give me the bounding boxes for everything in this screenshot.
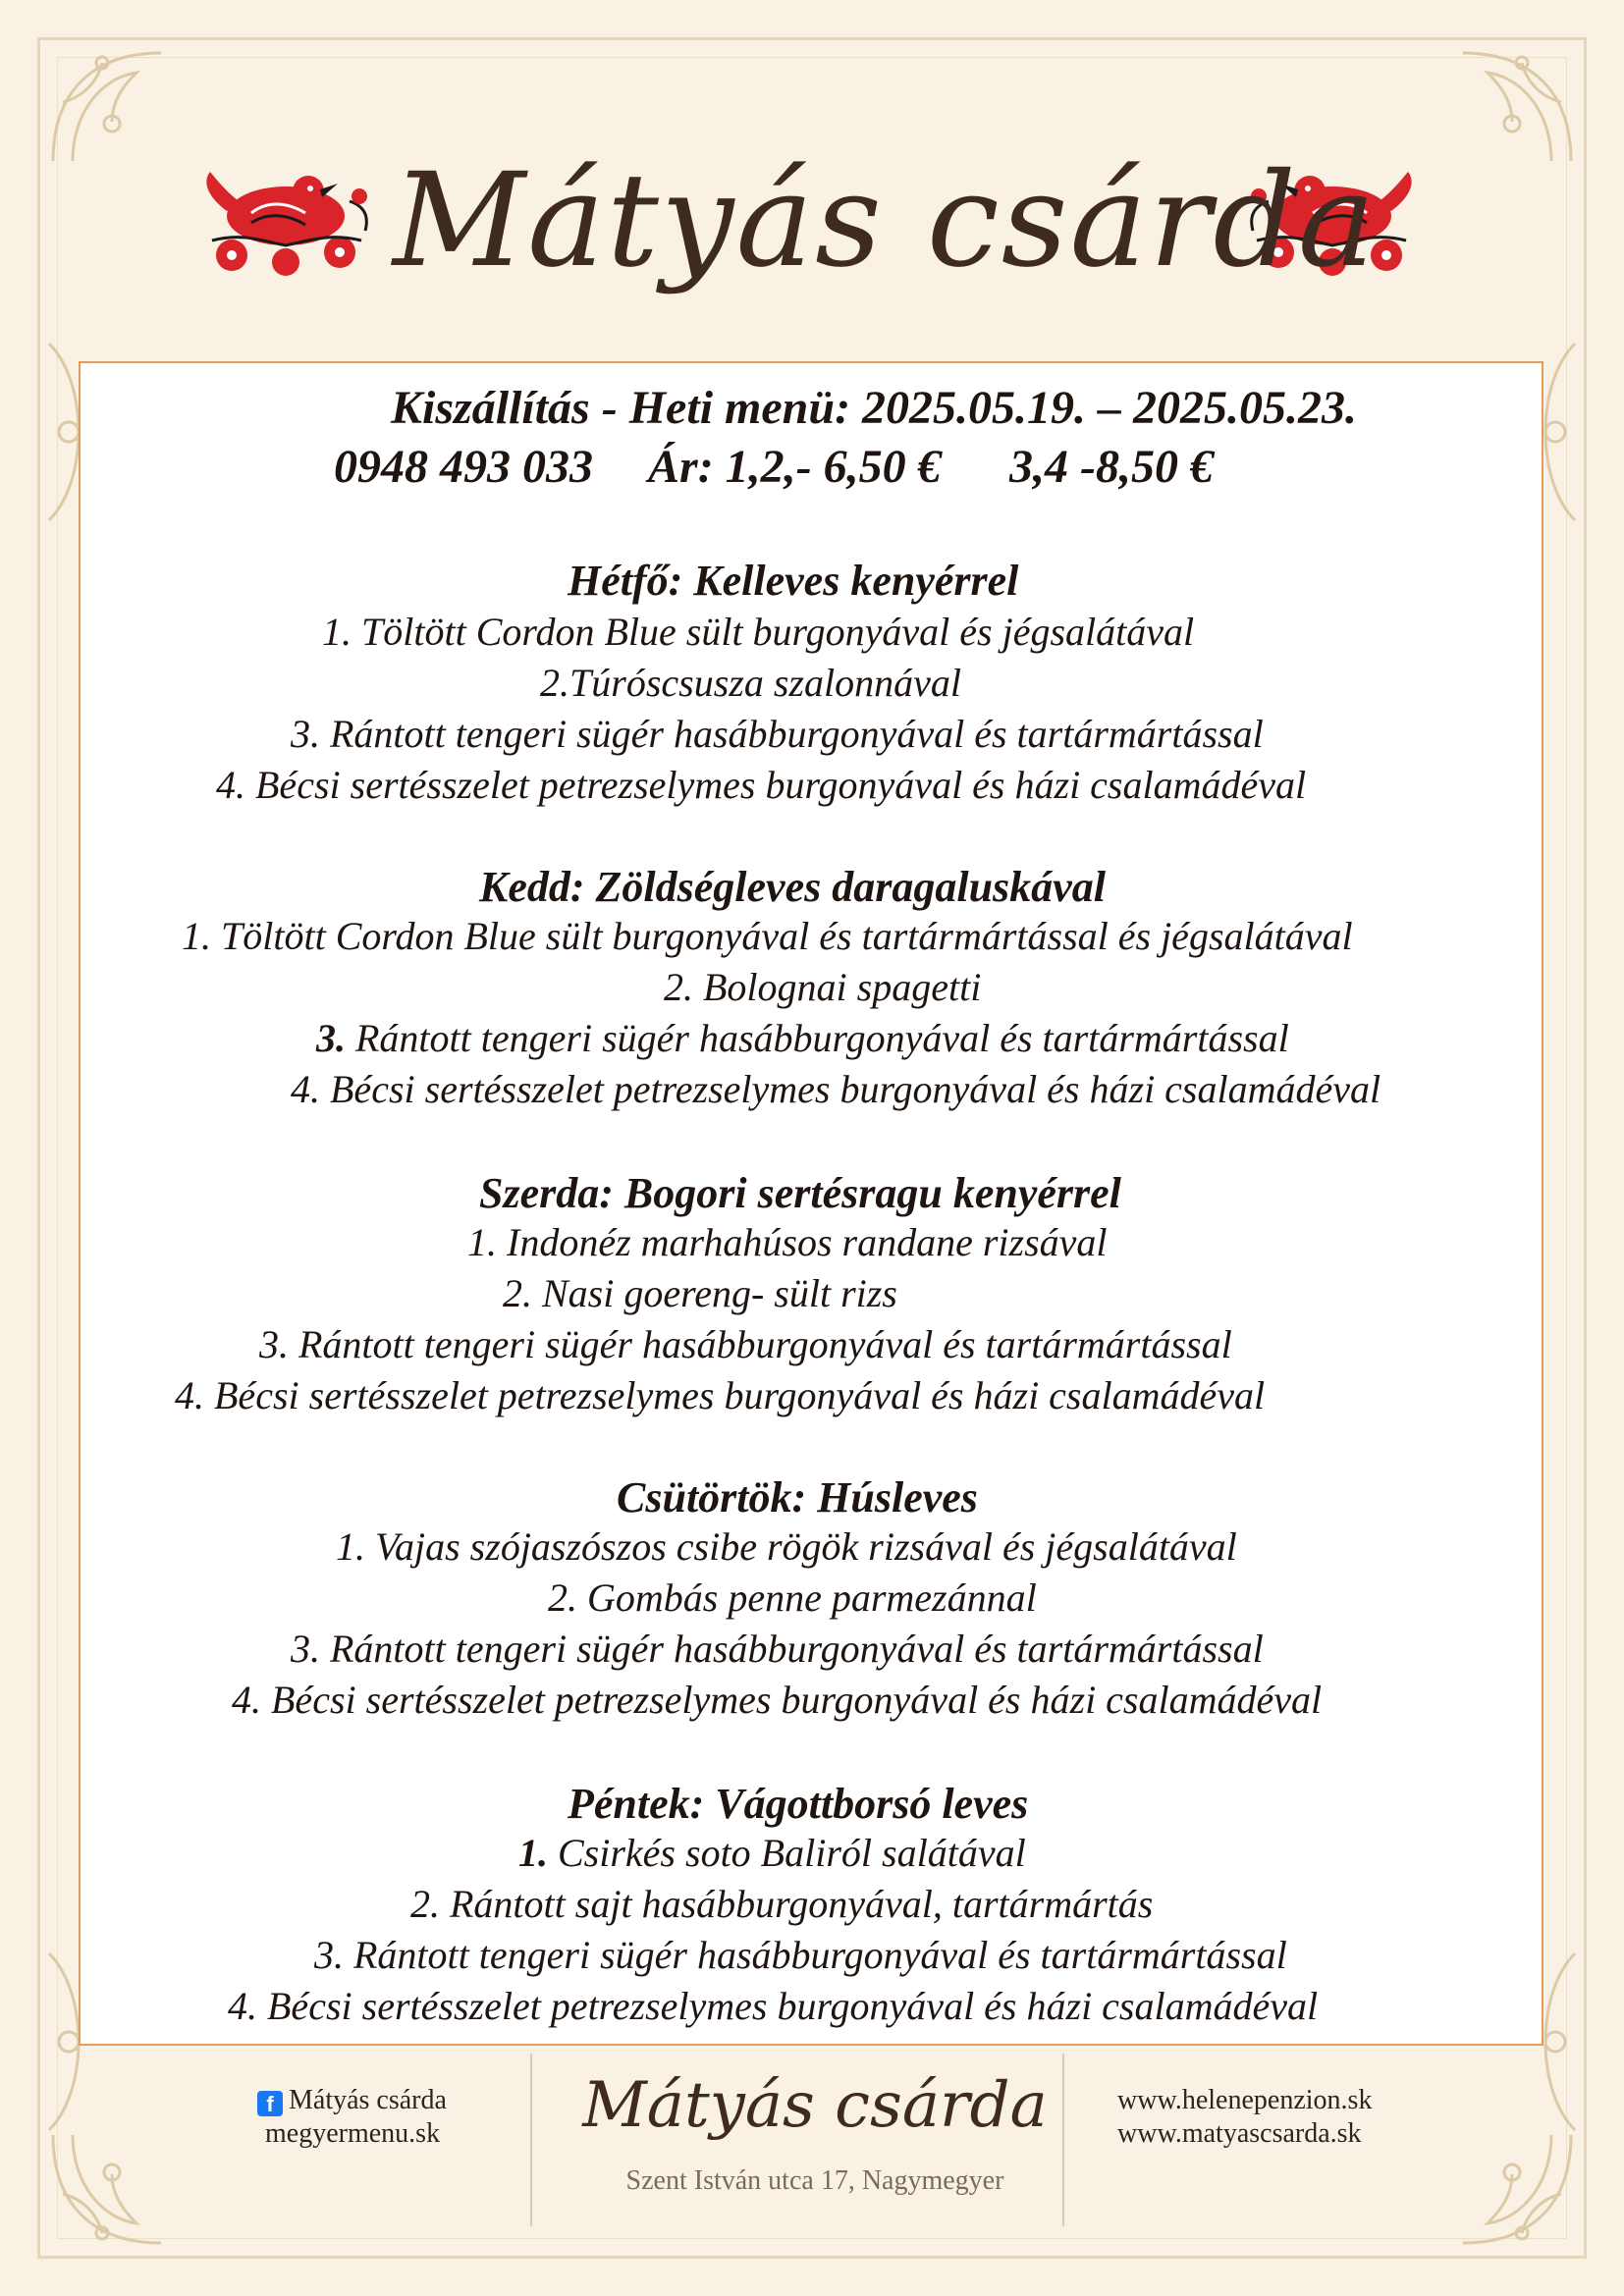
menu-item: 1. Töltött Cordon Blue sült burgonyával és tartármártással és jégsalátával <box>182 914 1353 958</box>
menu-item: 1. Indonéz marhahúsos randane rizsával <box>467 1220 1108 1264</box>
facebook-link[interactable]: f Mátyás csárda <box>257 2085 447 2116</box>
site-link-left[interactable]: megyermenu.sk <box>265 2118 441 2149</box>
footer-divider <box>1062 2054 1064 2226</box>
price-a: Ár: 1,2,- 6,50 € <box>648 441 942 493</box>
day-heading: Csütörtök: Húsleves <box>617 1473 978 1522</box>
menu-item: 4. Bécsi sertésszelet petrezselymes burgonyával és házi csalamádéval <box>175 1373 1266 1417</box>
menu-item: 2. Gombás penne parmezánnal <box>548 1575 1037 1620</box>
menu-item: 1. Csirkés soto Baliról salátával <box>518 1831 1026 1875</box>
day-heading: Kedd: Zöldségleves daragaluskával <box>479 863 1106 911</box>
corner-flourish-icon <box>1453 2125 1581 2253</box>
menu-item: 2. Nasi goereng- sült rizs <box>503 1271 897 1315</box>
day-heading: Hétfő: Kelleves kenyérrel <box>568 557 1019 605</box>
facebook-icon: f <box>257 2091 283 2116</box>
menu-item: 1. Töltött Cordon Blue sült burgonyával és jégsalátával <box>322 610 1195 654</box>
corner-flourish-icon <box>1453 43 1581 171</box>
menu-item: 4. Bécsi sertésszelet petrezselymes burgonyával és házi csalamádéval <box>291 1067 1381 1111</box>
menu-item: 1. Vajas szójaszószos csibe rögök rizsával és jégsalátával <box>336 1524 1237 1569</box>
logo-text: Mátyás csárda <box>393 145 1378 296</box>
menu-item: 4. Bécsi sertésszelet petrezselymes burgonyával és házi csalamádéval <box>216 763 1307 807</box>
menu-item: 2. Bolognai spagetti <box>664 965 982 1009</box>
menu-item: 3. Rántott tengeri sügér hasábburgonyával és tartármártással <box>316 1016 1289 1060</box>
day-heading: Péntek: Vágottborsó leves <box>568 1780 1029 1828</box>
site-link-right-1[interactable]: www.helenepenzion.sk <box>1117 2085 1373 2115</box>
footer-divider <box>530 2054 532 2226</box>
corner-flourish-icon <box>43 43 171 171</box>
menu-item: 4. Bécsi sertésszelet petrezselymes burgonyával és házi csalamádéval <box>228 1984 1319 2028</box>
menu-item: 4. Bécsi sertésszelet petrezselymes burgonyával és házi csalamádéval <box>232 1678 1323 1722</box>
menu-item: 2. Rántott sajt hasábburgonyával, tartármártás <box>410 1882 1154 1926</box>
site-link-right-2[interactable]: www.matyascsarda.sk <box>1117 2118 1362 2149</box>
header-logo <box>393 108 1378 334</box>
footer-logo: Mátyás csárda <box>582 2069 1048 2142</box>
day-heading: Szerda: Bogori sertésragu kenyérrel <box>479 1169 1121 1217</box>
menu-item: 3. Rántott tengeri sügér hasábburgonyával és tartármártással <box>259 1322 1232 1366</box>
folk-bird-icon <box>192 142 379 290</box>
corner-flourish-icon <box>43 2125 171 2253</box>
menu-item: 3. Rántott tengeri sügér hasábburgonyával és tartármártással <box>291 1627 1264 1671</box>
price-b: 3,4 -8,50 € <box>1009 441 1214 493</box>
menu-item: 3. Rántott tengeri sügér hasábburgonyával és tartármártással <box>291 712 1264 756</box>
menu-item: 3. Rántott tengeri sügér hasábburgonyával és tartármártással <box>314 1933 1287 1977</box>
menu-item: 2.Túróscsusza szalonnával <box>540 661 961 705</box>
menu-title: Kiszállítás - Heti menü: 2025.05.19. – 2025.05.23. <box>391 382 1358 434</box>
phone-number: 0948 493 033 <box>334 441 593 493</box>
address: Szent István utca 17, Nagymegyer <box>625 2165 1004 2196</box>
